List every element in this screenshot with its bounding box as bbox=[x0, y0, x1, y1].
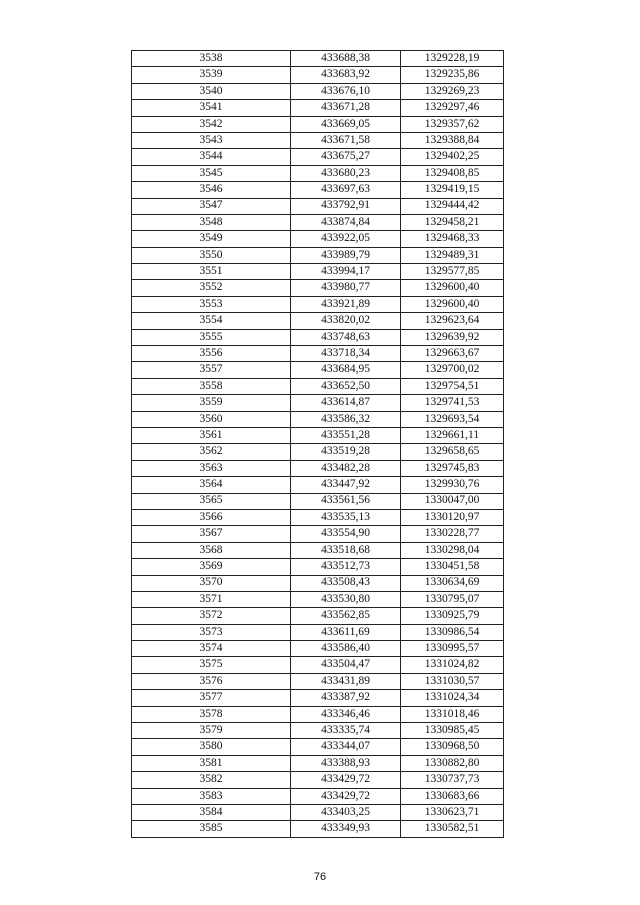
y-coordinate-cell: 1330228,77 bbox=[401, 526, 504, 542]
table-row bbox=[132, 542, 504, 558]
x-coordinate-cell: 433921,89 bbox=[291, 296, 401, 312]
point-number-cell: 3572 bbox=[132, 608, 291, 624]
y-coordinate-cell: 1330582,51 bbox=[401, 821, 504, 837]
y-coordinate-cell: 1329458,21 bbox=[401, 214, 504, 230]
point-number-cell: 3561 bbox=[132, 427, 291, 443]
x-coordinate-cell: 433586,40 bbox=[291, 641, 401, 657]
x-coordinate-cell: 433344,07 bbox=[291, 739, 401, 755]
table-row bbox=[132, 559, 504, 575]
point-number-cell: 3573 bbox=[132, 624, 291, 640]
point-number-cell: 3571 bbox=[132, 591, 291, 607]
point-number-cell: 3584 bbox=[132, 804, 291, 820]
y-coordinate-cell: 1329623,64 bbox=[401, 313, 504, 329]
x-coordinate-cell: 433652,50 bbox=[291, 378, 401, 394]
x-coordinate-cell: 433387,92 bbox=[291, 690, 401, 706]
table-row bbox=[132, 788, 504, 804]
point-number-cell: 3560 bbox=[132, 411, 291, 427]
coordinate-table bbox=[131, 50, 504, 838]
table-row bbox=[132, 575, 504, 591]
table-row bbox=[132, 460, 504, 476]
point-number-cell: 3543 bbox=[132, 132, 291, 148]
table-row bbox=[132, 280, 504, 296]
table-row bbox=[132, 116, 504, 132]
x-coordinate-cell: 433429,72 bbox=[291, 772, 401, 788]
point-number-cell: 3568 bbox=[132, 542, 291, 558]
x-coordinate-cell: 433680,23 bbox=[291, 165, 401, 181]
x-coordinate-cell: 433504,47 bbox=[291, 657, 401, 673]
table-row bbox=[132, 67, 504, 83]
y-coordinate-cell: 1329693,54 bbox=[401, 411, 504, 427]
x-coordinate-cell: 433922,05 bbox=[291, 231, 401, 247]
x-coordinate-cell: 433447,92 bbox=[291, 477, 401, 493]
point-number-cell: 3539 bbox=[132, 67, 291, 83]
x-coordinate-cell: 433671,58 bbox=[291, 132, 401, 148]
y-coordinate-cell: 1329228,19 bbox=[401, 51, 504, 67]
point-number-cell: 3542 bbox=[132, 116, 291, 132]
y-coordinate-cell: 1329639,92 bbox=[401, 329, 504, 345]
point-number-cell: 3551 bbox=[132, 264, 291, 280]
y-coordinate-cell: 1329357,62 bbox=[401, 116, 504, 132]
table-row bbox=[132, 411, 504, 427]
y-coordinate-cell: 1329388,84 bbox=[401, 132, 504, 148]
table-row bbox=[132, 264, 504, 280]
x-coordinate-cell: 433482,28 bbox=[291, 460, 401, 476]
point-number-cell: 3557 bbox=[132, 362, 291, 378]
x-coordinate-cell: 433530,80 bbox=[291, 591, 401, 607]
table-row bbox=[132, 362, 504, 378]
y-coordinate-cell: 1330968,50 bbox=[401, 739, 504, 755]
y-coordinate-cell: 1330623,71 bbox=[401, 804, 504, 820]
x-coordinate-cell: 433519,28 bbox=[291, 444, 401, 460]
y-coordinate-cell: 1331018,46 bbox=[401, 706, 504, 722]
point-number-cell: 3574 bbox=[132, 641, 291, 657]
table-row bbox=[132, 395, 504, 411]
table-row bbox=[132, 378, 504, 394]
x-coordinate-cell: 433335,74 bbox=[291, 723, 401, 739]
x-coordinate-cell: 433431,89 bbox=[291, 673, 401, 689]
table-row bbox=[132, 690, 504, 706]
y-coordinate-cell: 1330120,97 bbox=[401, 509, 504, 525]
y-coordinate-cell: 1330298,04 bbox=[401, 542, 504, 558]
y-coordinate-cell: 1329402,25 bbox=[401, 149, 504, 165]
table-row bbox=[132, 739, 504, 755]
x-coordinate-cell: 433518,68 bbox=[291, 542, 401, 558]
point-number-cell: 3556 bbox=[132, 346, 291, 362]
x-coordinate-cell: 433994,17 bbox=[291, 264, 401, 280]
x-coordinate-cell: 433388,93 bbox=[291, 755, 401, 771]
table-row bbox=[132, 591, 504, 607]
y-coordinate-cell: 1329235,86 bbox=[401, 67, 504, 83]
x-coordinate-cell: 433611,69 bbox=[291, 624, 401, 640]
table-row bbox=[132, 329, 504, 345]
y-coordinate-cell: 1329600,40 bbox=[401, 280, 504, 296]
table-row bbox=[132, 821, 504, 837]
x-coordinate-cell: 433748,63 bbox=[291, 329, 401, 345]
point-number-cell: 3570 bbox=[132, 575, 291, 591]
table-row bbox=[132, 641, 504, 657]
y-coordinate-cell: 1329700,02 bbox=[401, 362, 504, 378]
table-row bbox=[132, 706, 504, 722]
x-coordinate-cell: 433551,28 bbox=[291, 427, 401, 443]
y-coordinate-cell: 1329444,42 bbox=[401, 198, 504, 214]
table-row bbox=[132, 165, 504, 181]
y-coordinate-cell: 1330925,79 bbox=[401, 608, 504, 624]
point-number-cell: 3540 bbox=[132, 83, 291, 99]
point-number-cell: 3583 bbox=[132, 788, 291, 804]
point-number-cell: 3545 bbox=[132, 165, 291, 181]
point-number-cell: 3541 bbox=[132, 100, 291, 116]
point-number-cell: 3576 bbox=[132, 673, 291, 689]
y-coordinate-cell: 1330634,69 bbox=[401, 575, 504, 591]
x-coordinate-cell: 433718,34 bbox=[291, 346, 401, 362]
y-coordinate-cell: 1331024,34 bbox=[401, 690, 504, 706]
page-number: 76 bbox=[313, 871, 327, 883]
x-coordinate-cell: 433508,43 bbox=[291, 575, 401, 591]
table-row bbox=[132, 149, 504, 165]
x-coordinate-cell: 433676,10 bbox=[291, 83, 401, 99]
y-coordinate-cell: 1329269,23 bbox=[401, 83, 504, 99]
x-coordinate-cell: 433792,91 bbox=[291, 198, 401, 214]
y-coordinate-cell: 1330985,45 bbox=[401, 723, 504, 739]
table-row bbox=[132, 509, 504, 525]
x-coordinate-cell: 433675,27 bbox=[291, 149, 401, 165]
point-number-cell: 3553 bbox=[132, 296, 291, 312]
point-number-cell: 3579 bbox=[132, 723, 291, 739]
x-coordinate-cell: 433512,73 bbox=[291, 559, 401, 575]
point-number-cell: 3544 bbox=[132, 149, 291, 165]
table-row bbox=[132, 804, 504, 820]
point-number-cell: 3550 bbox=[132, 247, 291, 263]
y-coordinate-cell: 1331030,57 bbox=[401, 673, 504, 689]
table-row bbox=[132, 182, 504, 198]
point-number-cell: 3564 bbox=[132, 477, 291, 493]
x-coordinate-cell: 433820,02 bbox=[291, 313, 401, 329]
point-number-cell: 3546 bbox=[132, 182, 291, 198]
y-coordinate-cell: 1330683,66 bbox=[401, 788, 504, 804]
x-coordinate-cell: 433669,05 bbox=[291, 116, 401, 132]
y-coordinate-cell: 1329489,31 bbox=[401, 247, 504, 263]
table-row bbox=[132, 608, 504, 624]
y-coordinate-cell: 1329745,83 bbox=[401, 460, 504, 476]
y-coordinate-cell: 1330795,07 bbox=[401, 591, 504, 607]
x-coordinate-cell: 433980,77 bbox=[291, 280, 401, 296]
y-coordinate-cell: 1330737,73 bbox=[401, 772, 504, 788]
table-row bbox=[132, 723, 504, 739]
point-number-cell: 3565 bbox=[132, 493, 291, 509]
table-row bbox=[132, 346, 504, 362]
x-coordinate-cell: 433684,95 bbox=[291, 362, 401, 378]
table-row bbox=[132, 493, 504, 509]
point-number-cell: 3566 bbox=[132, 509, 291, 525]
point-number-cell: 3562 bbox=[132, 444, 291, 460]
point-number-cell: 3582 bbox=[132, 772, 291, 788]
y-coordinate-cell: 1329577,85 bbox=[401, 264, 504, 280]
table-row bbox=[132, 673, 504, 689]
x-coordinate-cell: 433346,46 bbox=[291, 706, 401, 722]
point-number-cell: 3569 bbox=[132, 559, 291, 575]
y-coordinate-cell: 1329754,51 bbox=[401, 378, 504, 394]
point-number-cell: 3580 bbox=[132, 739, 291, 755]
table-row bbox=[132, 214, 504, 230]
point-number-cell: 3577 bbox=[132, 690, 291, 706]
x-coordinate-cell: 433429,72 bbox=[291, 788, 401, 804]
x-coordinate-cell: 433614,87 bbox=[291, 395, 401, 411]
point-number-cell: 3563 bbox=[132, 460, 291, 476]
y-coordinate-cell: 1329661,11 bbox=[401, 427, 504, 443]
x-coordinate-cell: 433697,63 bbox=[291, 182, 401, 198]
point-number-cell: 3554 bbox=[132, 313, 291, 329]
y-coordinate-cell: 1331024,82 bbox=[401, 657, 504, 673]
x-coordinate-cell: 433586,32 bbox=[291, 411, 401, 427]
y-coordinate-cell: 1329741,53 bbox=[401, 395, 504, 411]
table-row bbox=[132, 477, 504, 493]
table-row bbox=[132, 624, 504, 640]
y-coordinate-cell: 1329600,40 bbox=[401, 296, 504, 312]
coordinate-table-body bbox=[132, 51, 504, 838]
point-number-cell: 3552 bbox=[132, 280, 291, 296]
x-coordinate-cell: 433554,90 bbox=[291, 526, 401, 542]
table-row bbox=[132, 657, 504, 673]
y-coordinate-cell: 1329658,65 bbox=[401, 444, 504, 460]
x-coordinate-cell: 433671,28 bbox=[291, 100, 401, 116]
x-coordinate-cell: 433562,85 bbox=[291, 608, 401, 624]
point-number-cell: 3548 bbox=[132, 214, 291, 230]
point-number-cell: 3578 bbox=[132, 706, 291, 722]
y-coordinate-cell: 1329468,33 bbox=[401, 231, 504, 247]
table-row bbox=[132, 526, 504, 542]
x-coordinate-cell: 433561,56 bbox=[291, 493, 401, 509]
point-number-cell: 3549 bbox=[132, 231, 291, 247]
table-row bbox=[132, 296, 504, 312]
y-coordinate-cell: 1330451,58 bbox=[401, 559, 504, 575]
point-number-cell: 3567 bbox=[132, 526, 291, 542]
x-coordinate-cell: 433688,38 bbox=[291, 51, 401, 67]
y-coordinate-cell: 1329297,46 bbox=[401, 100, 504, 116]
y-coordinate-cell: 1329419,15 bbox=[401, 182, 504, 198]
y-coordinate-cell: 1329408,85 bbox=[401, 165, 504, 181]
y-coordinate-cell: 1330986,54 bbox=[401, 624, 504, 640]
x-coordinate-cell: 433874,84 bbox=[291, 214, 401, 230]
y-coordinate-cell: 1330047,00 bbox=[401, 493, 504, 509]
table-row bbox=[132, 313, 504, 329]
point-number-cell: 3575 bbox=[132, 657, 291, 673]
table-row bbox=[132, 247, 504, 263]
table-row bbox=[132, 51, 504, 67]
table-row bbox=[132, 132, 504, 148]
y-coordinate-cell: 1330882,80 bbox=[401, 755, 504, 771]
point-number-cell: 3558 bbox=[132, 378, 291, 394]
point-number-cell: 3559 bbox=[132, 395, 291, 411]
point-number-cell: 3538 bbox=[132, 51, 291, 67]
table-row bbox=[132, 83, 504, 99]
y-coordinate-cell: 1329663,67 bbox=[401, 346, 504, 362]
table-row bbox=[132, 100, 504, 116]
table-row bbox=[132, 772, 504, 788]
y-coordinate-cell: 1329930,76 bbox=[401, 477, 504, 493]
x-coordinate-cell: 433349,93 bbox=[291, 821, 401, 837]
point-number-cell: 3555 bbox=[132, 329, 291, 345]
x-coordinate-cell: 433535,13 bbox=[291, 509, 401, 525]
table-row bbox=[132, 755, 504, 771]
table-row bbox=[132, 198, 504, 214]
table-row bbox=[132, 427, 504, 443]
table-row bbox=[132, 231, 504, 247]
table-row bbox=[132, 444, 504, 460]
y-coordinate-cell: 1330995,57 bbox=[401, 641, 504, 657]
point-number-cell: 3581 bbox=[132, 755, 291, 771]
x-coordinate-cell: 433989,79 bbox=[291, 247, 401, 263]
point-number-cell: 3585 bbox=[132, 821, 291, 837]
x-coordinate-cell: 433683,92 bbox=[291, 67, 401, 83]
x-coordinate-cell: 433403,25 bbox=[291, 804, 401, 820]
point-number-cell: 3547 bbox=[132, 198, 291, 214]
